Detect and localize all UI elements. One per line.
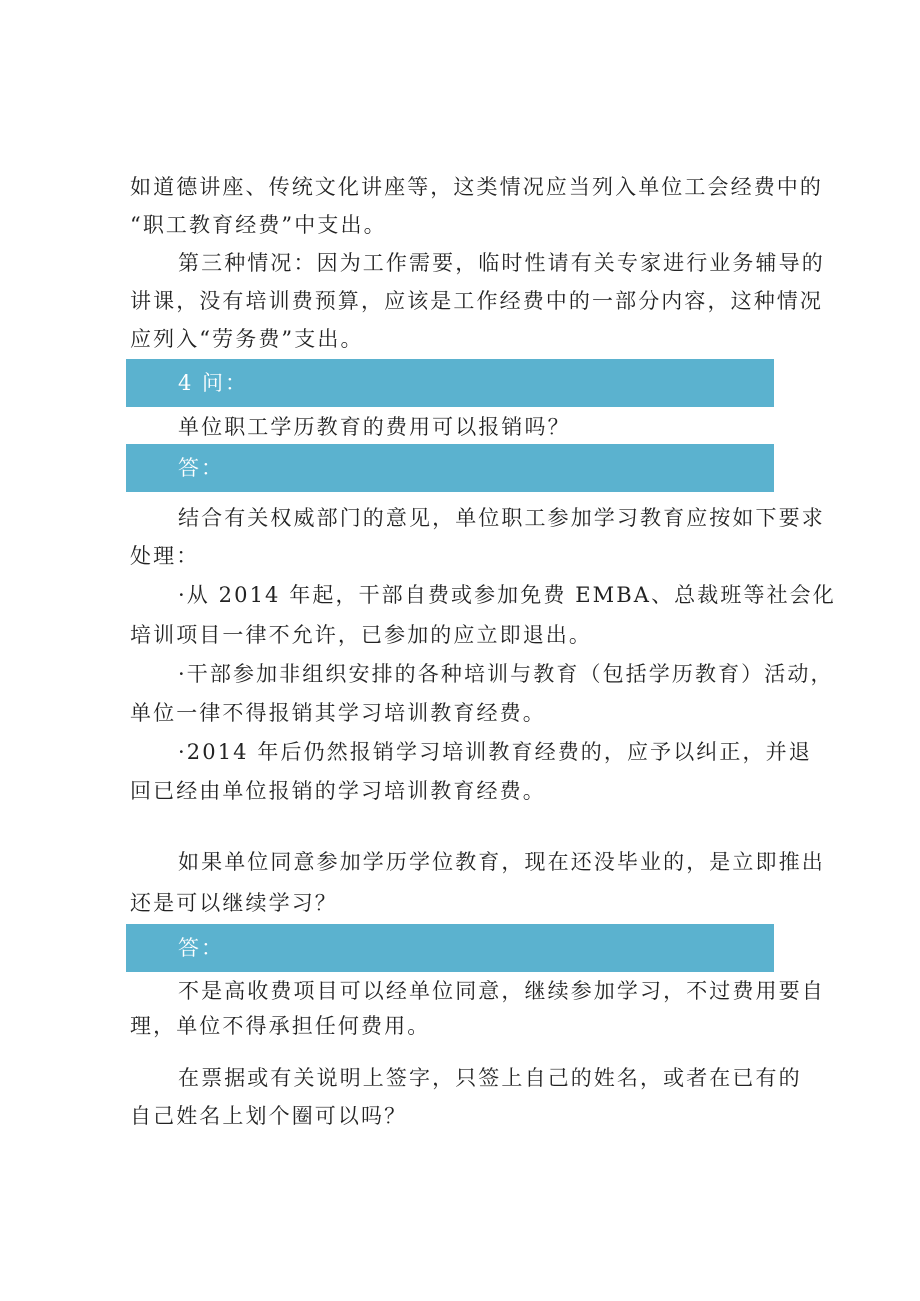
paragraph-line: 理，单位不得承担任何费用。 xyxy=(130,1014,431,1038)
question-header-bar xyxy=(126,359,774,407)
bullet-item-line: ·从 2014 年起，干部自费或参加免费 EMBA、总裁班等社会化 xyxy=(178,583,836,607)
paragraph-line: 结合有关权威部门的意见，单位职工参加学习教育应按如下要求 xyxy=(178,506,825,530)
paragraph-line: 如道德讲座、传统文化讲座等，这类情况应当列入单位工会经费中的 xyxy=(130,175,823,199)
paragraph-line: 应列入“劳务费”支出。 xyxy=(130,327,364,351)
question-text: 如果单位同意参加学历学位教育，现在还没毕业的，是立即推出 xyxy=(178,850,825,874)
paragraph-line: 第三种情况：因为工作需要，临时性请有关专家进行业务辅导的 xyxy=(178,251,825,275)
answer-label: 答： xyxy=(178,456,224,480)
bullet-item-line: 回已经由单位报销的学习培训教育经费。 xyxy=(130,779,546,803)
question-text: 自己姓名上划个圈可以吗？ xyxy=(130,1104,408,1128)
question-text: 还是可以继续学习？ xyxy=(130,891,338,915)
question-text: 在票据或有关说明上签字，只签上自己的姓名，或者在已有的 xyxy=(178,1066,802,1090)
answer-header-bar xyxy=(126,924,774,972)
bullet-item-line: 培训项目一律不允许，已参加的应立即退出。 xyxy=(130,623,592,647)
answer-header-bar xyxy=(126,444,774,492)
paragraph-line: 讲课，没有培训费预算，应该是工作经费中的一部分内容，这种情况 xyxy=(130,289,823,313)
question-text: 单位职工学历教育的费用可以报销吗？ xyxy=(178,415,571,439)
answer-label: 答： xyxy=(178,936,224,960)
bullet-item-line: ·2014 年后仍然报销学习培训教育经费的，应予以纠正，并退 xyxy=(178,740,812,764)
question-number-label: 4 问： xyxy=(178,371,249,395)
paragraph-line: “职工教育经费”中支出。 xyxy=(130,213,387,237)
bullet-item-line: ·干部参加非组织安排的各种培训与教育（包括学历教育）活动， xyxy=(178,662,834,686)
bullet-item-line: 单位一律不得报销其学习培训教育经费。 xyxy=(130,701,546,725)
paragraph-line: 不是高收费项目可以经单位同意，继续参加学习，不过费用要自 xyxy=(178,979,825,1003)
paragraph-line: 处理： xyxy=(130,544,200,568)
